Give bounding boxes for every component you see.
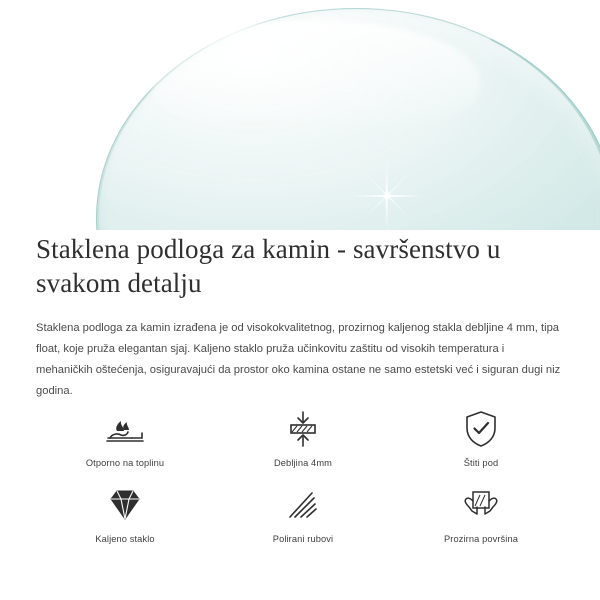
shield-check-icon	[462, 408, 500, 450]
feature-label: Polirani rubovi	[272, 534, 334, 544]
thickness-arrows-icon	[283, 408, 323, 450]
description-paragraph: Staklena podloga za kamin izrađena je od visokokvalitetnog, prozirnog kaljenog stakla debljine 4 mm, tipa float, koje pruža elegantan sjaj. Kaljeno staklo pruža učinkovitu zaštitu od visokih temperatura i mehaničkih oštećenja, osiguravajući da prostor oko kamina ostane ne samo estetski već i siguran dugi niz godina.	[36, 322, 561, 397]
feature-item-heat-resistant	[36, 408, 214, 468]
polished-edges-icon	[284, 484, 322, 526]
feature-label: Otporno na toplinu	[85, 458, 165, 468]
hero-image	[0, 0, 600, 230]
feature-item-polished-edges	[214, 484, 392, 544]
feature-item-transparent-surface	[392, 484, 570, 544]
diamond-icon	[105, 484, 145, 526]
feature-item-tempered-glass	[36, 484, 214, 544]
transparent-surface-hands-icon	[458, 484, 504, 526]
feature-label: Prozirna površina	[443, 534, 519, 544]
feature-label: Debljina 4mm	[273, 458, 333, 468]
heat-resistant-icon	[102, 408, 148, 450]
feature-label: Štiti pod	[463, 458, 499, 468]
page-title: Staklena podloga za kamin - savršenstvo u svakom detalju	[36, 234, 501, 298]
glass-gloss-reflection	[150, 20, 480, 140]
content-block	[36, 232, 570, 402]
feature-item-thickness	[214, 408, 392, 468]
feature-item-floor-protection	[392, 408, 570, 468]
feature-grid	[36, 408, 570, 544]
feature-label: Kaljeno staklo	[95, 534, 155, 544]
